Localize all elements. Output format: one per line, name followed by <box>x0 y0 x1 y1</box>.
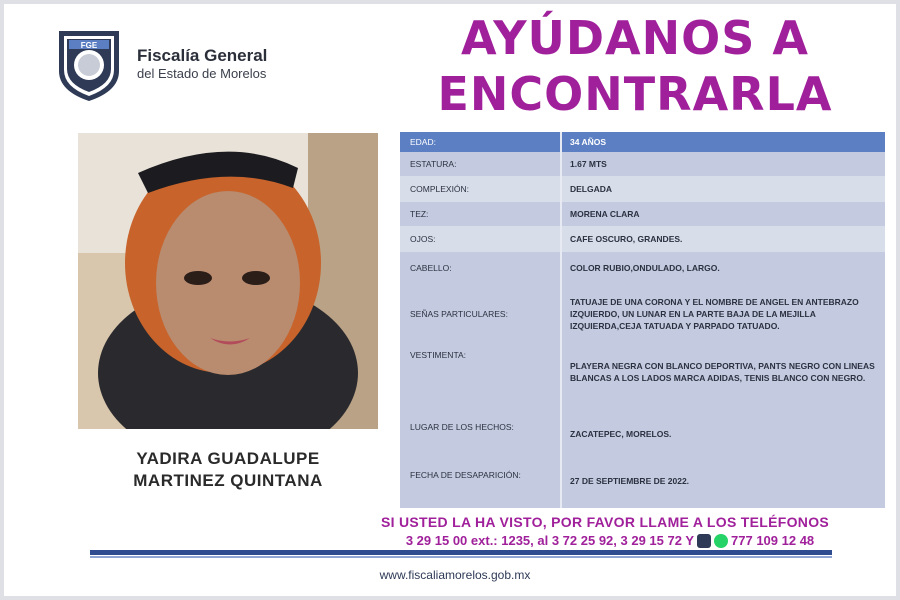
whatsapp-number: 777 109 12 48 <box>731 533 815 548</box>
person-name <box>78 448 378 492</box>
person-name-line-2: MARTINEZ QUINTANA <box>133 471 323 490</box>
whatsapp-icon <box>714 534 728 548</box>
person-name-line-1: YADIRA GUADALUPE <box>136 449 320 468</box>
detail-row <box>400 416 885 450</box>
detail-value: CAFE OSCURO, GRANDES. <box>570 234 683 244</box>
call-to-action: SI USTED LA HA VISTO, POR FAVOR LLAME A LOS TELÉFONOS <box>380 514 830 530</box>
detail-row <box>400 132 885 152</box>
detail-row <box>400 350 885 400</box>
detail-label: TEZ: <box>410 209 429 219</box>
detail-row <box>400 466 885 496</box>
detail-row <box>400 152 885 176</box>
detail-value: 34 AÑOS <box>570 137 607 147</box>
detail-value: COLOR RUBIO,ONDULADO, LARGO. <box>570 263 720 273</box>
org-name: Fiscalía General <box>137 46 268 65</box>
column-divider <box>560 132 562 508</box>
footer-bar-thin <box>90 556 832 558</box>
details-table <box>400 132 885 508</box>
shield-logo-icon <box>55 25 123 103</box>
detail-value: TATUAJE DE UNA CORONA Y EL NOMBRE DE ANGEL EN ANTEBRAZO IZQUIERDO, UN LUNAR EN LA PARTE BAJA DE LA MEJILLA IZQUIERDA,CEJA TATUADA Y PARPADO TATUADO. <box>570 297 859 331</box>
person-photo <box>78 133 378 429</box>
detail-value: DELGADA <box>570 184 613 194</box>
detail-value: MORENA CLARA <box>570 209 640 219</box>
detail-row <box>400 292 885 336</box>
detail-label: COMPLEXIÓN: <box>410 184 470 194</box>
headline-line-1: AYÚDANOS A <box>461 11 809 65</box>
org-subtitle: del Estado de Morelos <box>137 66 267 81</box>
org-logo-block <box>55 25 267 103</box>
detail-label: EDAD: <box>410 137 436 147</box>
footer-bar <box>90 550 832 555</box>
detail-row <box>400 252 885 284</box>
headline-line-2: ENCONTRARLA <box>437 67 833 121</box>
phone-list: 3 29 15 00 ext.: 1235, al 3 72 25 92, 3 29 15 72 Y <box>405 533 695 548</box>
detail-label: OJOS: <box>410 234 436 244</box>
detail-value: PLAYERA NEGRA CON BLANCO DEPORTIVA, PANTS NEGRO CON LINEAS BLANCAS A LOS LADOS MARCA ADIDAS, TENIS BLANCO CON NEGRO. <box>570 361 875 383</box>
detail-label: VESTIMENTA: <box>410 350 467 360</box>
detail-row <box>400 202 885 226</box>
portrait-illustration <box>78 133 378 429</box>
detail-label: CABELLO: <box>410 263 452 273</box>
phone-numbers <box>340 533 880 548</box>
website-link[interactable]: www.fiscaliamorelos.gob.mx <box>379 568 531 582</box>
detail-row <box>400 176 885 202</box>
headline <box>400 10 870 122</box>
detail-value: 1.67 MTS <box>570 159 607 169</box>
detail-value: ZACATEPEC, MORELOS. <box>570 429 672 439</box>
detail-label: ESTATURA: <box>410 159 457 169</box>
detail-value: 27 DE SEPTIEMBRE DE 2022. <box>570 476 690 486</box>
phone-icon <box>697 534 711 548</box>
detail-label: LUGAR DE LOS HECHOS: <box>410 422 514 432</box>
detail-label: FECHA DE DESAPARICIÓN: <box>410 470 521 480</box>
logo-text: FGE <box>80 41 98 50</box>
detail-row <box>400 226 885 252</box>
detail-label: SEÑAS PARTICULARES: <box>410 309 508 319</box>
